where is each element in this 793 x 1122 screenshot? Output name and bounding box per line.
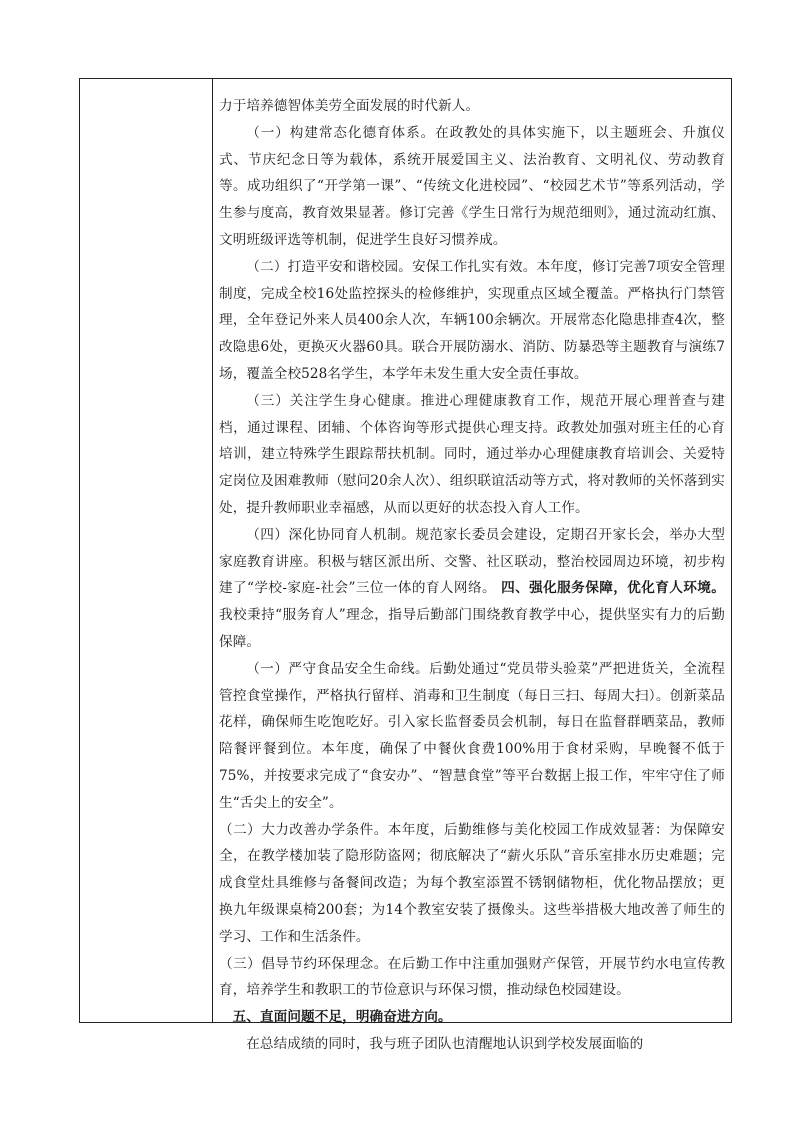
- paragraph-green-campus: （三）倡导节约环保理念。在后勤工作中注重加强财产保管，开展节约水电宣传教育，培养学生和教职工的节俭意识与环保习惯，推动绿色校园建设。: [219, 955, 725, 999]
- paragraph-intro-tail: 力于培养德智体美劳全面发展的时代新人。: [219, 98, 480, 114]
- section-four-intro: 我校秉持“服务育人”理念，指导后勤部门围绕教育教学中心，提供坚实有力的后勤保障。: [219, 607, 725, 650]
- content-cell: [219, 93, 725, 1058]
- section-four-heading: 四、强化服务保障，优化育人环境。: [495, 580, 725, 597]
- paragraph-school-conditions: （二）大力改善办学条件。本年度，后勤维修与美化校园工作成效显著：为保障安全，在教学楼加装了隐形防盗网；彻底解决了“薪火乐队”音乐室排水历史难题；完成食堂灶具维修与备餐间改造；为每个教室添置不锈钢储物柜，优化物品摆放；更换九年级课桌椅200套；为14个教室安装了摄像头。这些举措极大地改善了师生的学习、工作和生活条件。: [219, 821, 725, 945]
- label-cell: [80, 79, 212, 1022]
- section-five-heading: 五、直面问题不足，明确奋进方向。: [232, 1009, 452, 1026]
- paragraph-summary-start: 在总结成绩的同时，我与班子团队也清醒地认识到学校发展面临的: [246, 1035, 644, 1052]
- column-divider: [212, 79, 213, 1022]
- paragraph-food-safety: （一）严守食品安全生命线。后勤处通过“党员带头验菜”严把进货关，全流程管控食堂操作，严格执行留样、消毒和卫生制度（每日三扫、每周大扫）。创新菜品花样，确保师生吃饱吃好。引入家长监督委员会机制，每日在监督群晒菜品，教师陪餐评餐到位。本年度，确保了中餐伙食费100%用于食材采购，早晚餐不低于75%，并按要求完成了“食安办”、“智慧食堂”等平台数据上报工作，牢牢守住了师生“舌尖上的安全”。: [219, 660, 725, 811]
- paragraph-safe-campus: （二）打造平安和谐校园。安保工作扎实有效。本年度，修订完善7项安全管理制度，完成全校16处监控探头的检修维护，实现重点区域全覆盖。严格执行门禁管理，全年登记外来人员400余人次，车辆100余辆次。开展常态化隐患排查4次，整改隐患6处，更换灭火器60具。联合开展防溺水、消防、防暴恐等主题教育与演练7场，覆盖全校528名学生，本学年未发生重大安全责任事故。: [219, 258, 725, 382]
- paragraph-collaborative-education: [219, 522, 725, 656]
- paragraph-mental-health: （三）关注学生身心健康。推进心理健康教育工作，规范开展心理普查与建档，通过课程、团辅、个体咨询等形式提供心理支持。政教处加强对班主任的心育培训，建立特殊学生跟踪帮扶机制。同时，通过举办心理健康教育培训会、关爱特定岗位及困难教师（慰问20余人次）、组织联谊活动等方式，将对教师的关怀落到实处，提升教师职业幸福感，从而以更好的状态投入育人工作。: [219, 392, 725, 516]
- collab-text: （四）深化协同育人机制。规范家长委员会建设，定期召开家长会，举办大型家庭教育讲座。积极与辖区派出所、交警、社区联动，整治校园周边环境，初步构建了“学校-家庭-社会”三位一体的育人网络。: [219, 526, 725, 597]
- report-table: [79, 78, 732, 1052]
- paragraph-moral-education: （一）构建常态化德育体系。在政教处的具体实施下，以主题班会、升旗仪式、节庆纪念日等为载体，系统开展爱国主义、法治教育、文明礼仪、劳动教育等。成功组织了“开学第一课”、“传统文化进校园”、“校园艺术节”等系列活动，学生参与度高，教育效果显著。修订完善《学生日常行为规范细则》，通过流动红旗、文明班级评选等机制，促进学生良好习惯养成。: [219, 124, 725, 248]
